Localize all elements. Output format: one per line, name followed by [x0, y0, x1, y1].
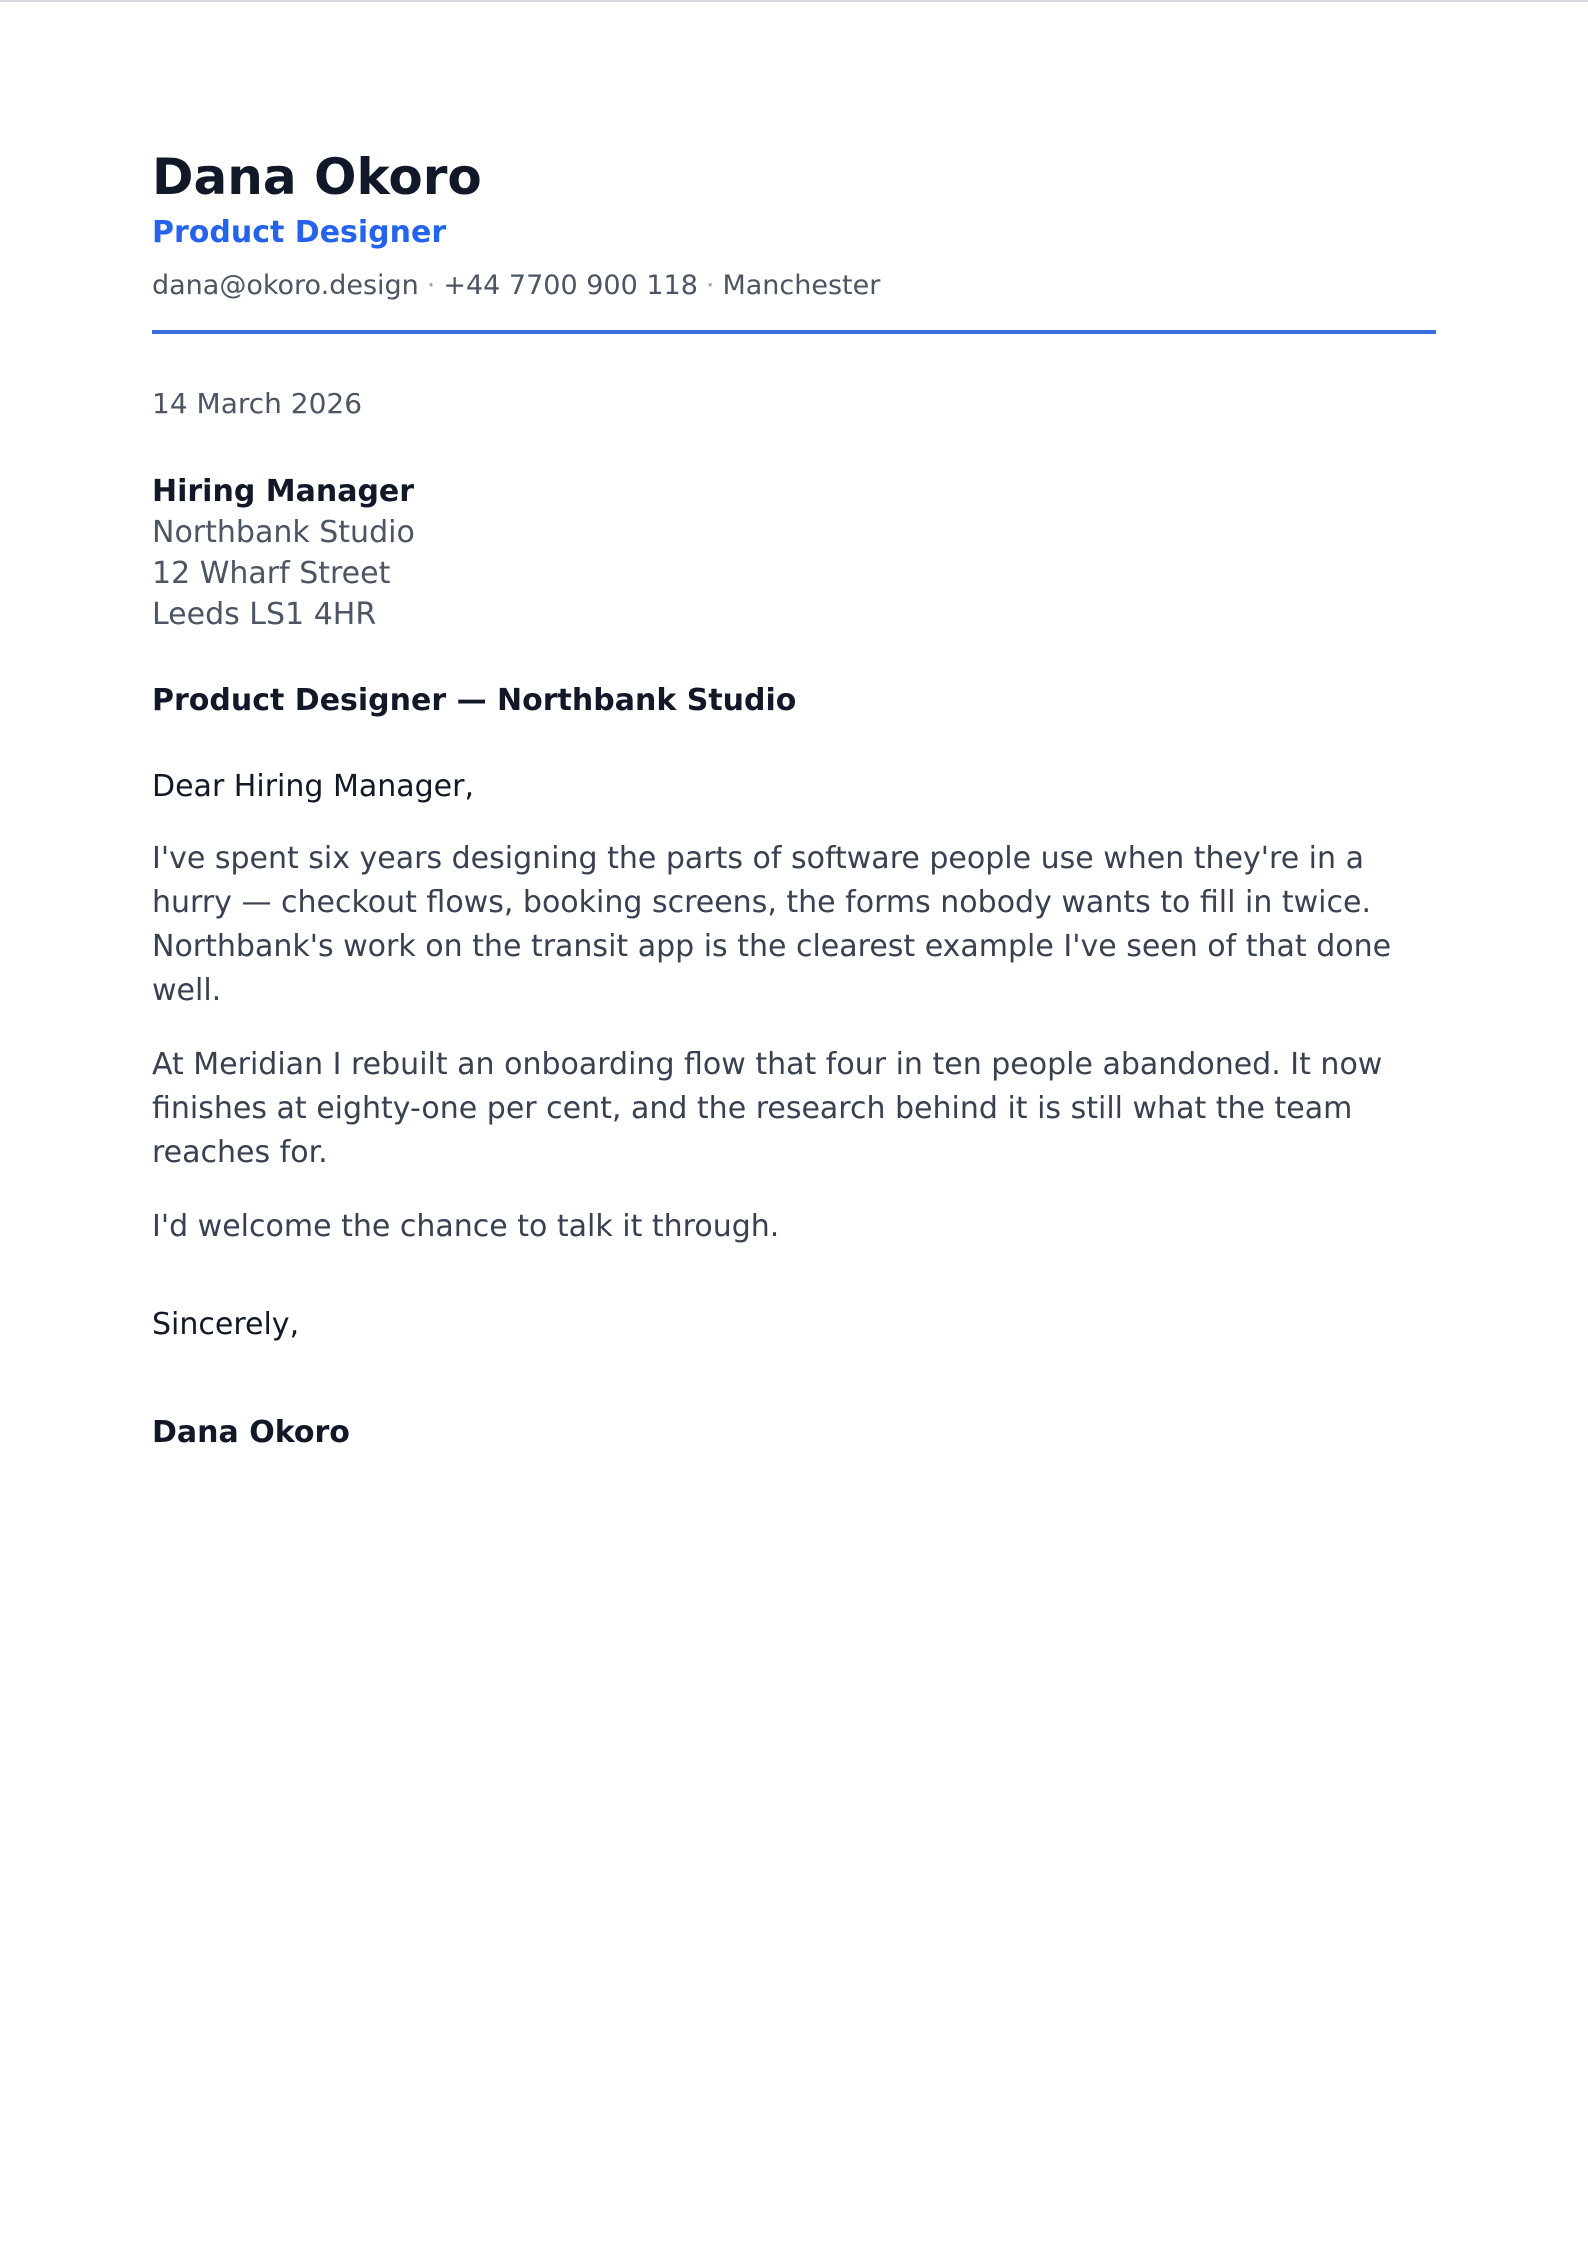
letter-date: 14 March 2026 [152, 387, 363, 420]
top-border [0, 0, 1588, 2]
recipient-block [152, 472, 1436, 635]
recipient-city: Leeds LS1 4HR [152, 597, 377, 632]
letter-body [152, 837, 1436, 1249]
sender-role: Product Designer [152, 215, 447, 250]
contact-phone: +44 7700 900 118 [443, 270, 698, 301]
contact-line [152, 268, 1436, 304]
salutation: Dear Hiring Manager, [152, 769, 475, 804]
body-paragraph: I'd welcome the chance to talk it through. [152, 1209, 780, 1244]
letter-subject: Product Designer — Northbank Studio [152, 683, 797, 718]
contact-separator: · [705, 270, 715, 301]
contact-separator: · [426, 270, 436, 301]
body-paragraph: At Meridian I rebuilt an onboarding flow that four in ten people abandoned. It now finishes at eighty-one per cent, and the research behind it is still what the team reaches for. [152, 1047, 1383, 1170]
recipient-name: Hiring Manager [152, 474, 415, 509]
sender-name: Dana Okoro [152, 148, 482, 206]
closing: Sincerely, [152, 1307, 300, 1342]
recipient-company: Northbank Studio [152, 515, 415, 550]
contact-email: dana@okoro.design [152, 270, 419, 301]
contact-location: Manchester [722, 270, 881, 301]
recipient-street: 12 Wharf Street [152, 556, 391, 591]
body-paragraph: I've spent six years designing the parts of software people use when they're in a hurry — checkout flows, booking screens, the forms nobody wants to fill in twice. Northbank's work on the transit app is the clearest example I've seen of that done well. [152, 841, 1392, 1008]
letter-header [152, 146, 1436, 334]
header-divider [152, 330, 1436, 334]
cover-letter [152, 146, 1436, 1453]
signature: Dana Okoro [152, 1415, 350, 1450]
